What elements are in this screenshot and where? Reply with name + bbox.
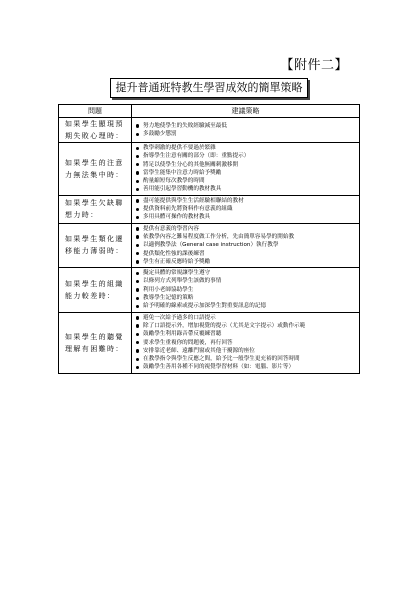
strategy-text: 教導學生記憶的策略 (143, 295, 194, 302)
bullet-icon (135, 177, 143, 185)
bullet-icon (135, 152, 143, 160)
strategy-item (135, 286, 357, 294)
table-header-row (59, 105, 360, 118)
strategy-item (135, 213, 357, 221)
strategy-text: 在教學指令與學生反應之間，給予比一般學生更充裕的回答時間 (143, 356, 300, 363)
strategy-item (135, 277, 357, 285)
strategy-text: 利用小老師協助學生 (143, 286, 194, 293)
strategy-item (135, 152, 357, 160)
strategy-text: 多鼓勵少懲罰 (143, 131, 177, 137)
bullet-icon (135, 347, 143, 355)
strategy-item (135, 161, 357, 169)
table-row (59, 312, 360, 373)
strategy-list (135, 122, 357, 139)
strategy-text: 安排靠近老師、遠離門窗或其他干擾源的座位 (143, 347, 255, 354)
bullet-icon (135, 322, 143, 330)
strategy-text: 鼓勵學生利用錄音帶反覆練習聽 (143, 331, 222, 338)
strategy-item (135, 185, 357, 193)
strategy-item (135, 169, 357, 177)
strategy-list (135, 144, 357, 194)
strategy-text: 學生有正確反應時給予獎勵 (143, 258, 211, 265)
bullet-icon (135, 250, 143, 258)
bullet-icon (135, 258, 143, 266)
strategy-item (135, 233, 357, 241)
bullet-icon (135, 330, 143, 338)
strategy-cell (132, 312, 360, 373)
problem-cell: 如果學生顯現預期失敗心理時： (59, 118, 132, 143)
bullet-icon (135, 286, 143, 294)
strategy-item (135, 330, 357, 338)
strategy-text: 多用具體可操作的教材教具 (143, 214, 211, 221)
bullet-icon (135, 205, 143, 213)
table-row (59, 118, 360, 143)
strategy-list (135, 314, 357, 372)
strategy-item (135, 339, 357, 347)
strategy-item (135, 355, 357, 363)
table-row (59, 143, 360, 196)
strategy-text: 給予明確的線索或提示加深學生對重要訊息的記憶 (143, 303, 267, 310)
strategy-text: 教學刺激的提供不要過於繁雜 (143, 145, 216, 151)
bullet-icon (135, 355, 143, 363)
strategy-item (135, 258, 357, 266)
table-row (59, 268, 360, 312)
strategy-table (58, 104, 360, 374)
bullet-icon (135, 213, 143, 221)
strategy-text: 鼓勵學生善用各種不同的視覺學習材料（如：電腦、影片等） (143, 364, 295, 371)
strategy-text: 指導學生注意有關的部分（即：重點提示） (143, 153, 250, 160)
strategy-text: 努力地使學生的失敗經驗減至最低 (143, 122, 227, 129)
strategy-text: 避免一次給予過多的口語提示 (143, 314, 216, 321)
strategy-text: 盡可能提供與學生生活經驗相聯結的教材 (143, 197, 244, 204)
bullet-icon (135, 197, 143, 205)
bullet-icon (135, 241, 143, 249)
bullet-icon (135, 130, 143, 138)
bullet-icon (135, 314, 143, 322)
table-body (59, 118, 360, 374)
strategy-item (135, 197, 357, 205)
problem-cell: 如果學生的組織能力較差時： (59, 268, 132, 312)
strategy-text: 將足以使學生分心的其他無關刺激移開 (143, 161, 239, 168)
bullet-icon (135, 233, 143, 241)
bullet-icon (135, 161, 143, 169)
bullet-icon (135, 122, 143, 130)
strategy-text: 酌量縮短每次教學的時間 (143, 178, 205, 185)
strategy-item (135, 177, 357, 185)
strategy-item (135, 250, 357, 258)
bullet-icon (135, 294, 143, 302)
strategy-list (135, 225, 357, 266)
strategy-text: 提供有意義的學習內容 (143, 225, 199, 232)
header-strategy: 建議策略 (132, 105, 360, 118)
problem-cell: 如果學生的聽覺理解有困難時： (59, 312, 132, 373)
strategy-list (135, 269, 357, 310)
header-question: 問題 (59, 105, 132, 118)
strategy-item (135, 347, 357, 355)
strategy-text: 以適例教學法（General case instruction）執行教學 (143, 242, 279, 249)
strategy-cell (132, 118, 360, 143)
strategy-text: 善用能引起學習動機的教材教具 (143, 186, 222, 193)
problem-cell: 如果學生欠缺聯想力時： (59, 195, 132, 223)
bullet-icon (135, 144, 143, 152)
bullet-icon (135, 363, 143, 371)
strategy-item (135, 144, 357, 152)
strategy-text: 擬定具體的常規讓學生遵守 (143, 270, 211, 277)
problem-cell: 如果學生的注意力無法集中時： (59, 143, 132, 196)
strategy-cell (132, 223, 360, 267)
strategy-item (135, 205, 357, 213)
bullet-icon (135, 185, 143, 193)
strategy-item (135, 294, 357, 302)
bullet-icon (135, 277, 143, 285)
strategy-text: 除了口語提示外，增加視覺的提示（尤其是文字提示）或動作示範 (143, 322, 306, 329)
strategy-list (135, 197, 357, 222)
bullet-icon (135, 269, 143, 277)
strategy-text: 提供資料前先將資料作有意義的組織 (143, 206, 233, 213)
strategy-cell (132, 143, 360, 196)
problem-cell: 如果學生類化遷移能力薄弱時： (59, 223, 132, 267)
strategy-text: 提供類化性強的課後練習 (143, 250, 205, 257)
strategy-item (135, 314, 357, 322)
table-row (59, 195, 360, 223)
bullet-icon (135, 225, 143, 233)
strategy-item (135, 302, 357, 310)
strategy-cell (132, 195, 360, 223)
strategy-item (135, 269, 357, 277)
annex-label: 【附件二】 (280, 58, 348, 73)
strategy-item (135, 130, 357, 138)
bullet-icon (135, 339, 143, 347)
bullet-icon (135, 169, 143, 177)
strategy-cell (132, 268, 360, 312)
strategy-item (135, 241, 357, 249)
table-row (59, 223, 360, 267)
strategy-item (135, 122, 357, 130)
strategy-item (135, 322, 357, 330)
strategy-item (135, 363, 357, 371)
bullet-icon (135, 302, 143, 310)
strategy-text: 以條列方式列舉學生該做的事情 (143, 278, 222, 285)
strategy-item (135, 225, 357, 233)
strategy-text: 當學生能集中注意力時給予獎勵 (143, 169, 222, 176)
document-title: 提升普通班特教生學習成效的簡單策略 (110, 78, 308, 98)
strategy-text: 依教學內容之難易程度做工作分析，先由簡單容易學的開始教 (143, 233, 295, 240)
strategy-text: 要求學生重複你的問題後，再行回答 (143, 339, 233, 346)
